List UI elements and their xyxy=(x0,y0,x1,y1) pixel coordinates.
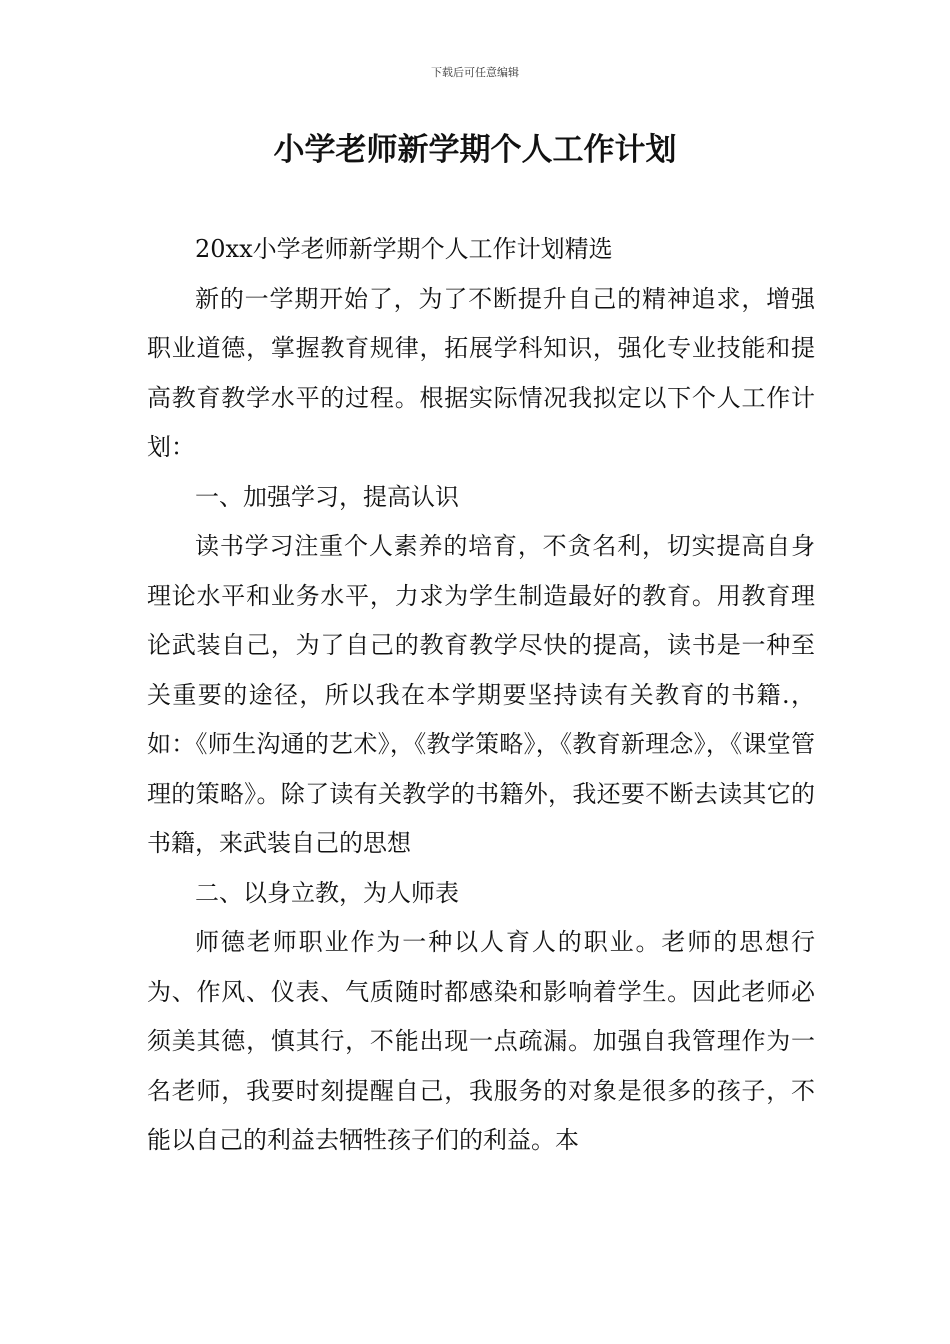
document-title: 小学老师新学期个人工作计划 xyxy=(273,132,677,168)
header-note: 下载后可任意编辑 xyxy=(431,66,519,79)
paragraph-intro: 新的一学期开始了，为了不断提升自己的精神追求，增强职业道德，掌握教育规律，拓展学科知识，强化专业技能和提高教育教学水平的过程。根据实际情况我拟定以下个人工作计划： xyxy=(147,284,815,461)
paragraph-subtitle: 20xx小学老师新学期个人工作计划精选 xyxy=(195,235,613,263)
section-heading-2: 二、以身立教，为人师表 xyxy=(195,878,459,907)
paragraph-section-2: 师德老师职业作为一种以人育人的职业。老师的思想行为、作风、仪表、气质随时都感染和影响着学生。因此老师必须美其德，慎其行，不能出现一点疏漏。加强自我管理作为一名老师，我要时刻提醒自己，我服务的对象是很多的孩子，不能以自己的利益去牺牲孩子们的利益。本 xyxy=(147,928,815,1154)
section-heading-1: 一、加强学习，提高认识 xyxy=(195,482,459,511)
document-body xyxy=(147,225,815,1166)
paragraph-section-1: 读书学习注重个人素养的培育，不贪名利，切实提高自身理论水平和业务水平，力求为学生制造最好的教育。用教育理论武装自己，为了自己的教育教学尽快的提高，读书是一种至关重要的途径，所以我在本学期要坚持读有关教育的书籍.，如：《师生沟通的艺术》，《教学策略》，《教育新理念》，《课堂管理的策略》。除了读有关教学的书籍外，我还要不断去读其它的书籍，来武装自己的思想 xyxy=(147,532,815,857)
